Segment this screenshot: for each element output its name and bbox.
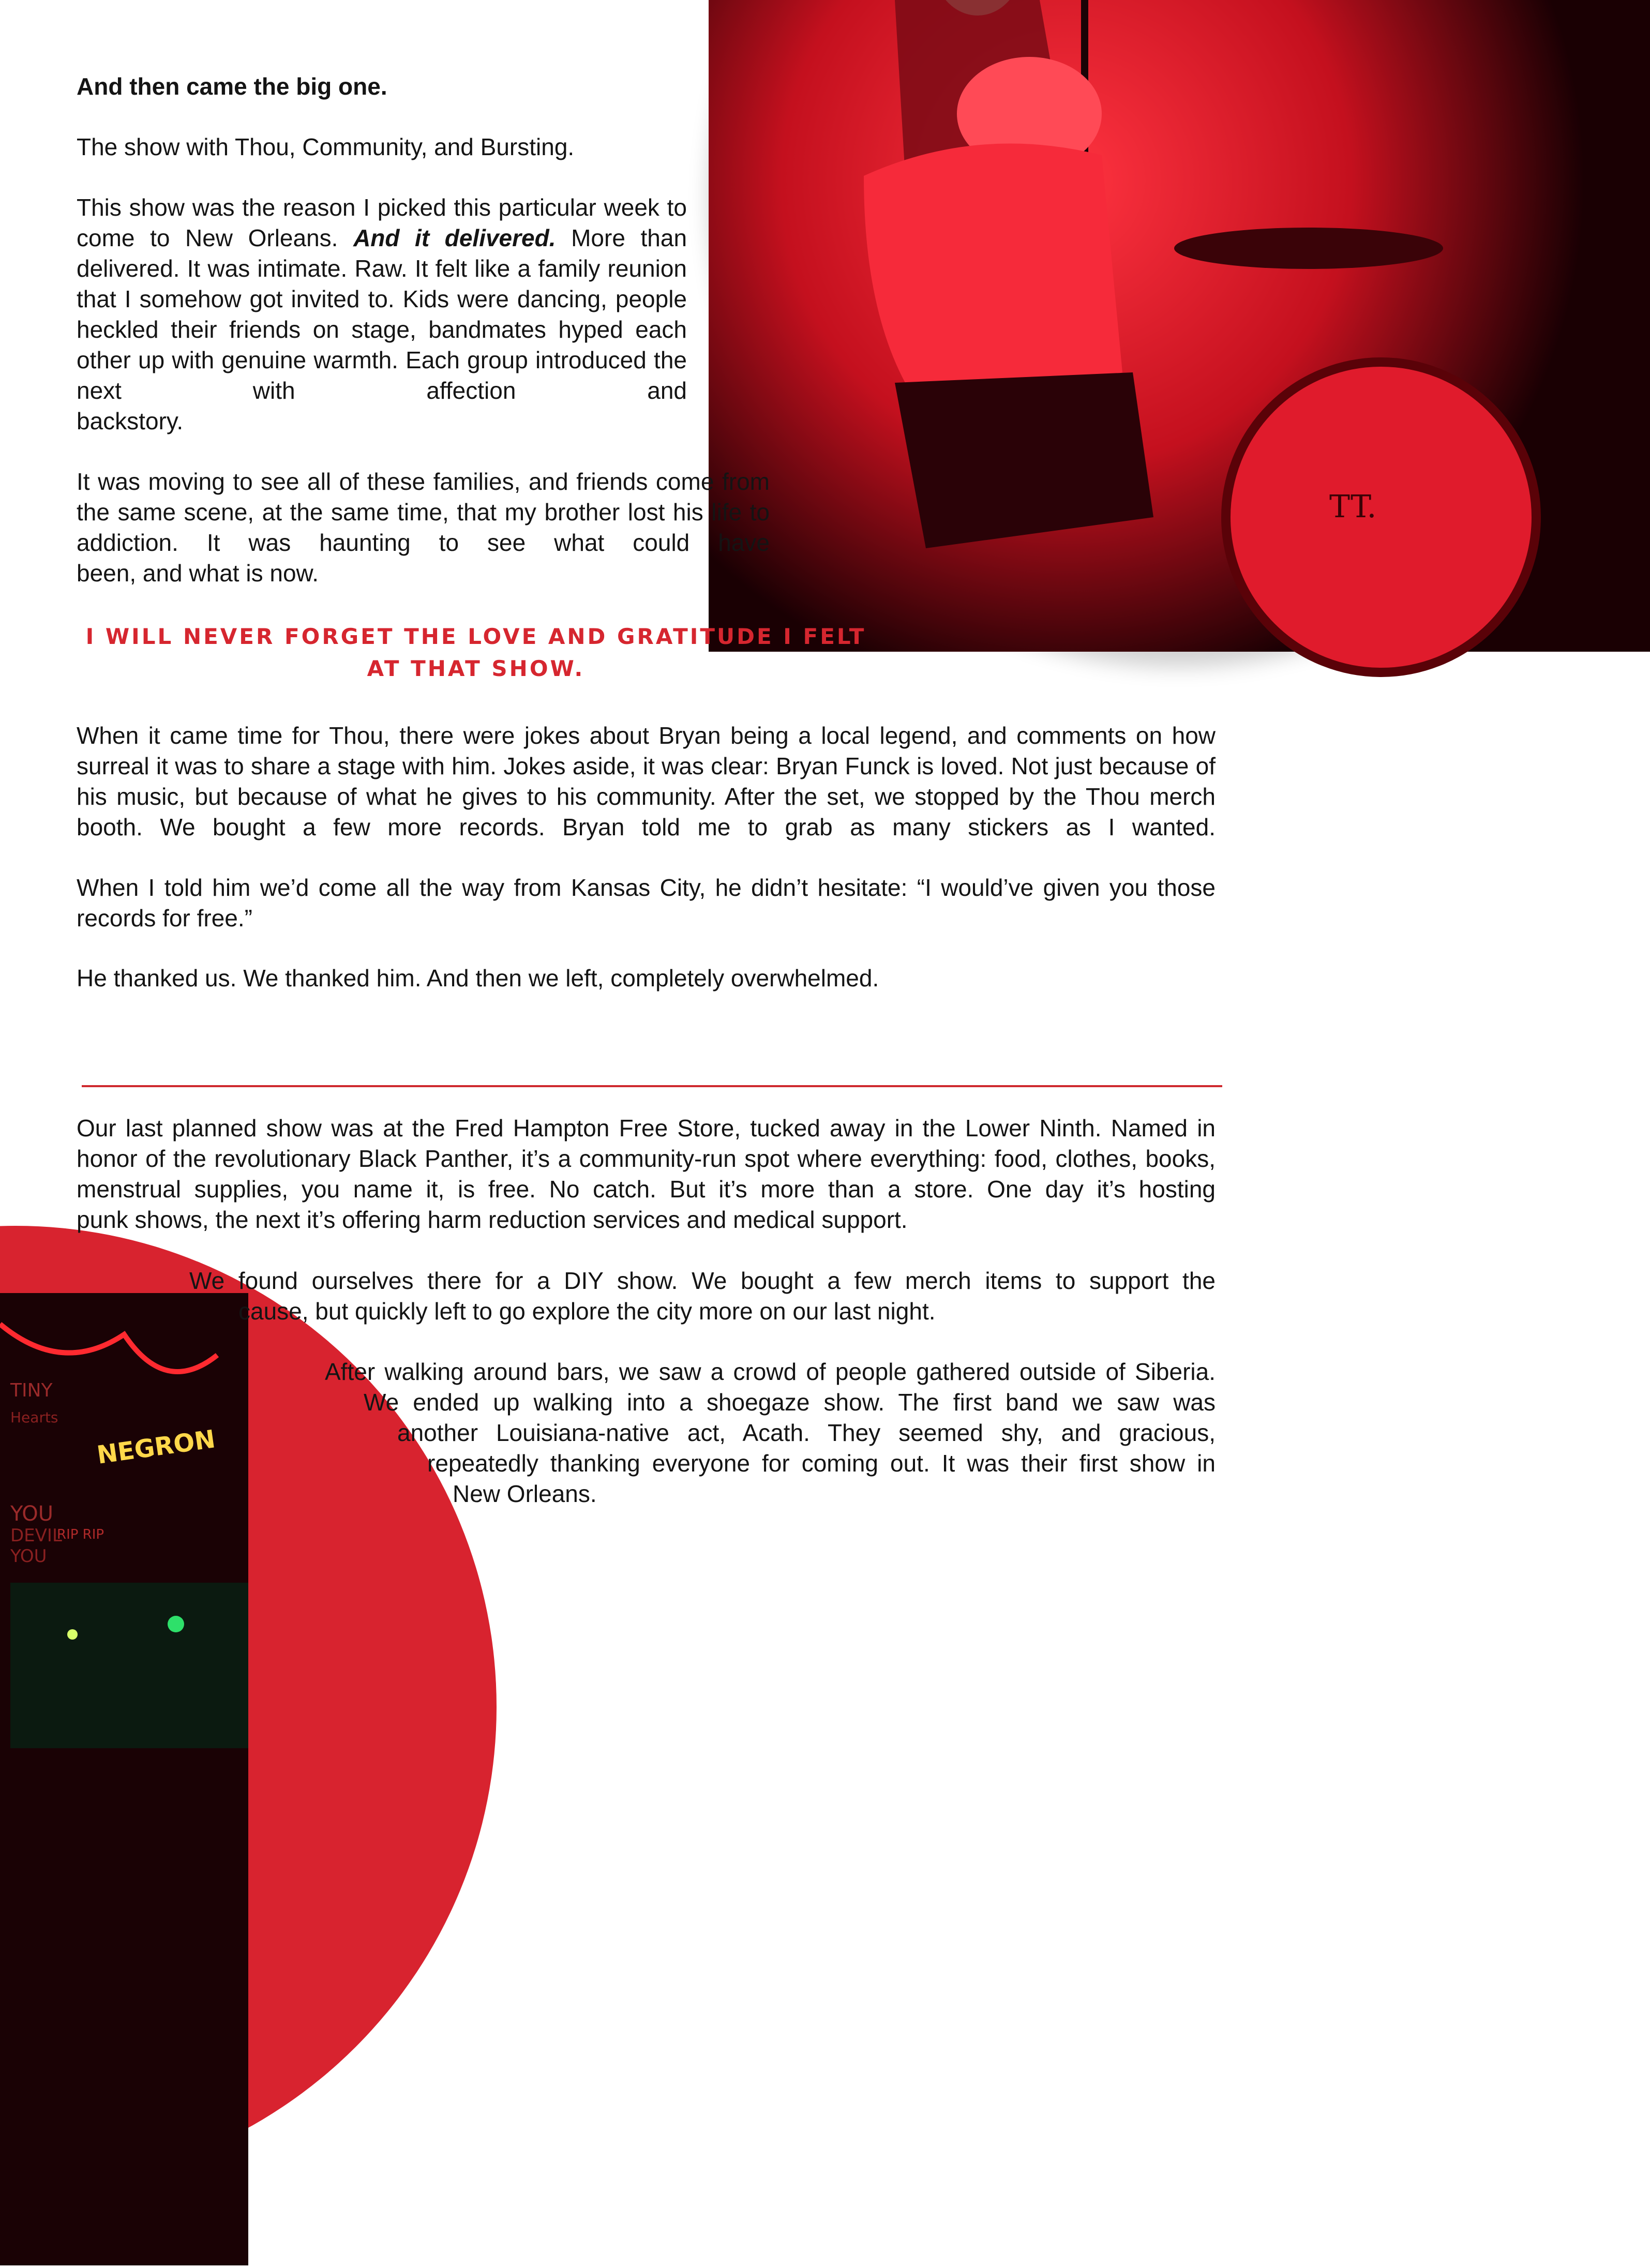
singer-body <box>864 144 1122 392</box>
paragraph-diy-show <box>189 1266 1216 1327</box>
bar-photo-art <box>0 1293 248 2265</box>
singer-legs <box>895 372 1153 548</box>
paragraph-text: More than delivered. It was intimate. Raw. It felt like a family reunion that I somehow got invited to. Kids were dancing, people heckled their friends on stage, bandmates hyped each other up with genuine warmth. Each group introduced the next with affection and <box>77 224 687 404</box>
paragraph-text: When I told him we’d come all the way from Kansas City, he didn’t hesitate: “I would’ve given you those <box>77 874 1216 901</box>
concert-photo <box>709 0 1650 652</box>
green-light <box>67 1629 78 1640</box>
wall-graffiti: DEVIL <box>10 1525 62 1546</box>
paragraph-free-store <box>77 1113 1216 1235</box>
paragraph-line: We found ourselves there for a DIY show. We bought a few merch items to support the <box>189 1267 1216 1294</box>
section-heading: And then came the big one. <box>77 73 387 100</box>
paragraph-line: repeatedly thanking everyone for coming out. It was their first show in <box>427 1450 1216 1477</box>
wall-graffiti: YOU <box>10 1546 47 1567</box>
paragraph-line: After walking around bars, we saw a crowd of people gathered outside of Siberia. <box>325 1358 1216 1385</box>
wall-graffiti: YOU <box>10 1502 54 1526</box>
wall-graffiti: TINY <box>10 1380 53 1401</box>
drum-logo: TT. <box>1329 489 1377 525</box>
paragraph-text: When it came time for Thou, there were jokes about Bryan being a local legend, and comments on how surreal it was to share a stage with him. Jokes aside, it was clear: Bryan Funck is loved. Not just because of his music, but because of what he gives to his community. After the set, we stopped by the Thou merch booth. We bought a few more records. Bryan told me to grab as many stickers as I <box>77 722 1216 840</box>
paragraph-brother <box>77 467 770 589</box>
paragraph-thou-set <box>77 720 1216 843</box>
show-lineup: The show with Thou, Community, and Bursting. <box>77 133 575 160</box>
wall-graffiti: RIP RIP <box>57 1527 104 1542</box>
paragraph-show-reason <box>77 192 687 437</box>
paragraph-kansas-city <box>77 873 1216 934</box>
cymbal <box>1174 228 1443 269</box>
paragraph-line: another Louisiana-native act, Acath. They seemed shy, and gracious, <box>397 1419 1216 1446</box>
paragraph-last-line: backstory. <box>77 408 184 434</box>
paragraph-line: New Orleans. <box>453 1480 597 1507</box>
neon-sign: NEGRON <box>95 1424 217 1470</box>
paragraph-line: cause, but quickly left to go explore the city more on our last night. <box>238 1298 936 1325</box>
paragraph-text: wanted. <box>1132 814 1216 840</box>
paragraph-text: This show was the reason I picked this particular week to come to New Orleans. <box>77 194 687 251</box>
paragraph-last-line: records for free.” <box>77 905 252 932</box>
green-light <box>168 1616 184 1632</box>
paragraph-siberia <box>325 1357 1216 1509</box>
section-divider <box>82 1085 1222 1087</box>
emphasis-text: And it delivered. <box>353 224 556 251</box>
bar-doorway <box>10 1583 248 1748</box>
paragraph-text: It was moving to see all of these families, and friends come from the same scene, at the same time, that my brother lost his life to addiction. It was haunting to see what could have <box>77 468 770 556</box>
paragraph-text: Our last planned show was at the Fred Hampton Free Store, tucked away in the Lower Ninth. Named in honor of the revolutionary Black Panther, it’s a community-run spot where everything: food, clothes, books, menstrual supplies, you name it, is free. No catch. But it’s more than a store. One day it’s hosting <box>77 1115 1216 1203</box>
paragraph-line: We ended up walking into a shoegaze show. The first band we saw was <box>364 1389 1216 1416</box>
paragraph-last-line: punk shows, the next it’s offering harm reduction services and medical support. <box>77 1206 908 1233</box>
paragraph-last-line: been, and what is now. <box>77 560 319 587</box>
concert-photo-art <box>709 0 1650 652</box>
bass-drum <box>1226 362 1536 672</box>
pull-quote: I WILL NEVER FORGET THE LOVE AND GRATITUDE I FELT AT THAT SHOW. <box>85 624 866 681</box>
wall-graffiti: Hearts <box>10 1409 58 1426</box>
bar-photo <box>0 1293 248 2265</box>
paragraph-thanked: He thanked us. We thanked him. And then we left, completely overwhelmed. <box>77 965 879 992</box>
